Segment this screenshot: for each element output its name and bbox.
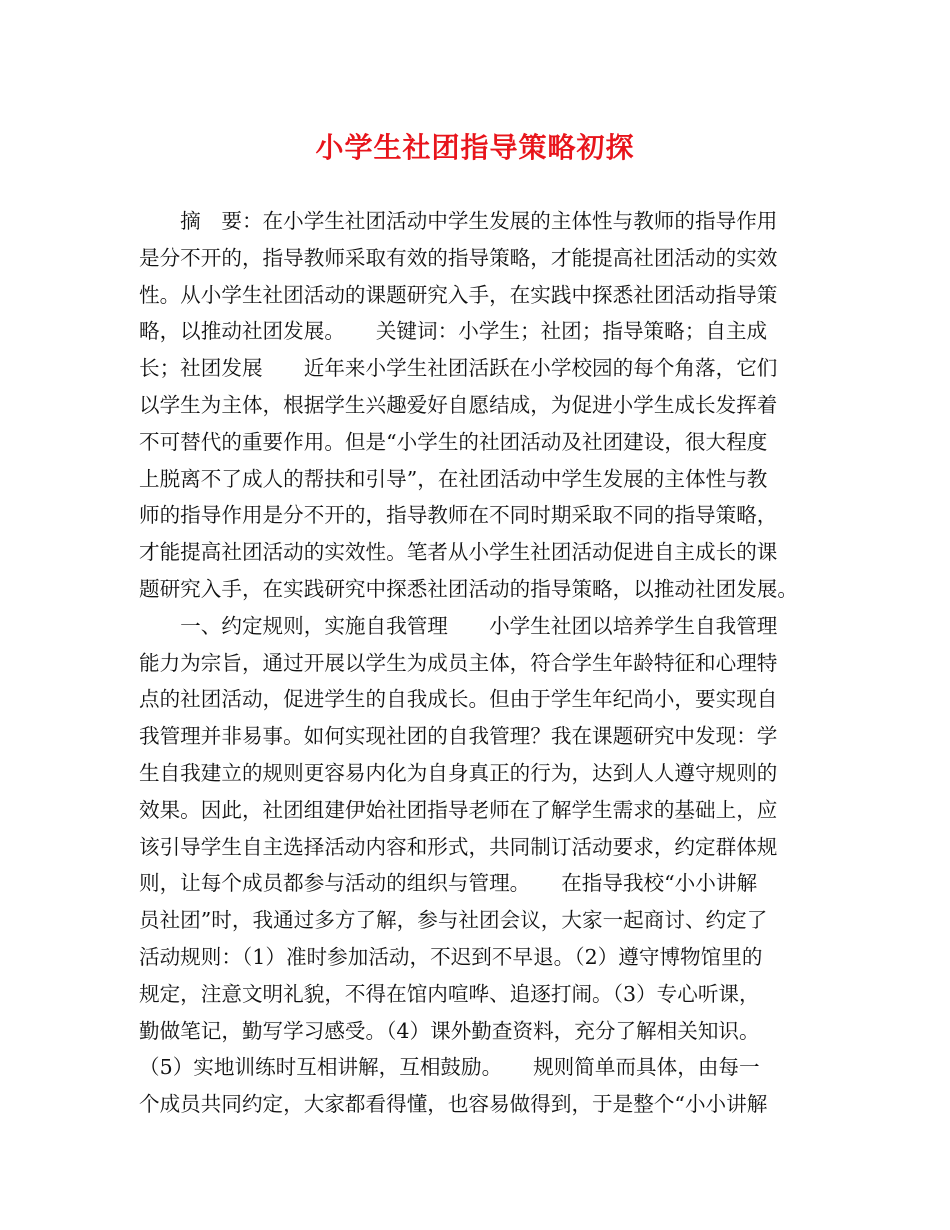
body-line: 我管理并非易事。如何实现社团的自我管理？我在课题研究中发现：学	[139, 724, 778, 749]
body-line: 点的社团活动，促进学生的自我成长。但由于学生年纪尚小，要实现自	[139, 687, 778, 712]
body-line: 才能提高社团活动的实效性。笔者从小学生社团活动促进自主成长的课	[139, 540, 778, 565]
body-line: 题研究入手，在实践研究中探悉社团活动的指导策略，以推动社团发展。	[139, 576, 798, 601]
body-line: 规定，注意文明礼貌，不得在馆内喧哗、追逐打闹。（3）专心听课，	[139, 981, 760, 1006]
body-line: 个成员共同约定，大家都看得懂，也容易做得到，于是整个“小小讲解	[139, 1092, 768, 1117]
body-line: 则，让每个成员都参与活动的组织与管理。 在指导我校“小小讲解	[139, 871, 758, 896]
body-line: 以学生为主体，根据学生兴趣爱好自愿结成，为促进小学生成长发挥着	[139, 392, 778, 417]
body-line: 略，以推动社团发展。 关键词：小学生；社团；指导策略；自主成	[139, 319, 768, 344]
body-line: （5）实地训练时互相讲解，互相鼓励。 规则简单而具体，由每一	[139, 1055, 760, 1080]
body-line: 长；社团发展 近年来小学生社团活跃在小学校园的每个角落，它们	[139, 356, 778, 381]
body-line: 活动规则：（1）准时参加活动，不迟到不早退。（2）遵守博物馆里的	[139, 944, 763, 969]
body-line: 不可替代的重要作用。但是“小学生的社团活动及社团建设，很大程度	[139, 429, 768, 454]
body-line: 勤做笔记，勤写学习感受。（4）课外勤查资料，充分了解相关知识。	[139, 1018, 760, 1043]
body-line: 该引导学生自主选择活动内容和形式，共同制订活动要求，约定群体规	[139, 834, 778, 859]
body-line: 能力为宗旨，通过开展以学生为成员主体，符合学生年龄特征和心理特	[139, 650, 778, 675]
body-line: 上脱离不了成人的帮扶和引导”，在社团活动中学生发展的主体性与教	[139, 466, 768, 491]
body-line: 师的指导作用是分不开的，指导教师在不同时期采取不同的指导策略，	[139, 503, 778, 528]
body-line: 生自我建立的规则更容易内化为自身真正的行为，达到人人遵守规则的	[139, 760, 778, 785]
body-line: 一、约定规则，实施自我管理 小学生社团以培养学生自我管理	[139, 613, 778, 638]
body-line: 是分不开的，指导教师采取有效的指导策略，才能提高社团活动的实效	[139, 245, 778, 270]
body-line: 摘 要：在小学生社团活动中学生发展的主体性与教师的指导作用	[139, 209, 778, 233]
body-line: 效果。因此，社团组建伊始社团指导老师在了解学生需求的基础上，应	[139, 797, 778, 822]
document-body	[139, 203, 829, 1123]
body-line: 员社团”时，我通过多方了解，参与社团会议，大家一起商讨、约定了	[139, 908, 768, 933]
body-line: 性。从小学生社团活动的课题研究入手，在实践中探悉社团活动指导策	[139, 282, 778, 307]
document-title: 小学生社团指导策略初探	[315, 131, 635, 164]
